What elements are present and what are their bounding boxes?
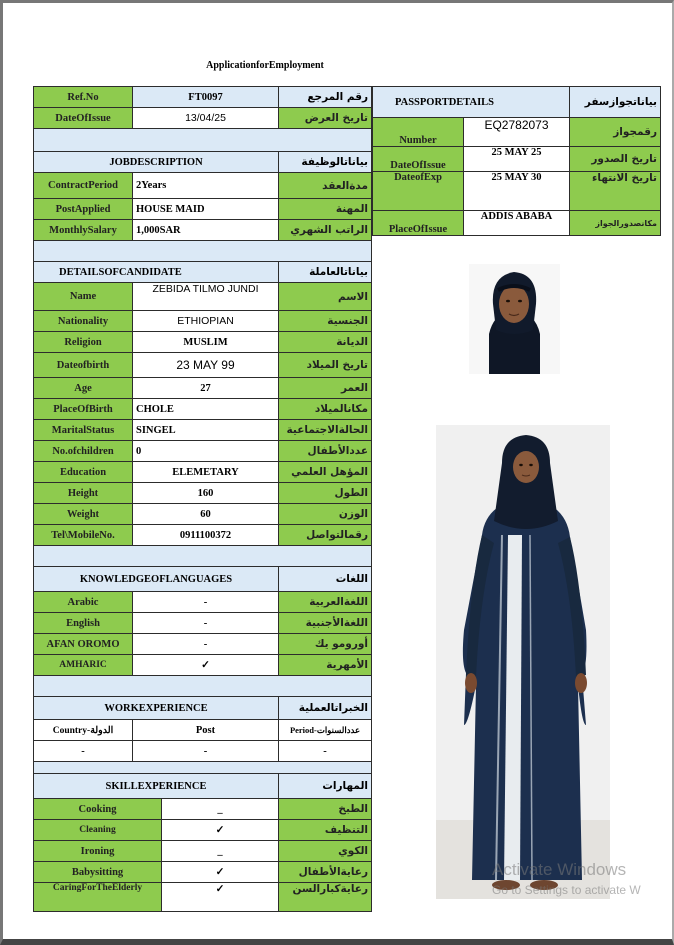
- candidate-row: [34, 420, 372, 441]
- passport-value: EQ2782073: [464, 118, 570, 147]
- date-issue-row: [34, 108, 372, 129]
- job-header-row: [34, 152, 372, 173]
- spacer-row: [34, 241, 372, 262]
- skill-label-ar: الكوي: [279, 841, 372, 862]
- skill-row: [34, 841, 372, 862]
- passport-header-row: [373, 87, 661, 118]
- candidate-label: Dateofbirth: [34, 353, 133, 378]
- skill-label: Cleaning: [34, 820, 162, 841]
- job-label-ar: المهنة: [279, 199, 372, 220]
- candidate-row: [34, 353, 372, 378]
- application-form: [33, 86, 372, 783]
- skill-row: [34, 883, 372, 912]
- passport-value: 25 MAY 25: [464, 147, 570, 172]
- skill-value: ✓: [162, 862, 279, 883]
- skill-label: CaringForTheElderly: [34, 883, 162, 912]
- candidate-header: DETAILSOFCANDIDATE: [34, 262, 279, 283]
- candidate-label: MaritalStatus: [34, 420, 133, 441]
- candidate-label-ar: رقمالتواصل: [279, 525, 372, 546]
- work-column-header: Period-عددالسنوات: [279, 720, 372, 741]
- candidate-row: [34, 378, 372, 399]
- candidate-label: Height: [34, 483, 133, 504]
- candidate-value: 60: [133, 504, 279, 525]
- skill-row: [34, 820, 372, 841]
- passport-header-ar: بياناتجوازسفر: [570, 87, 661, 118]
- skill-label-ar: رعايةكبارالسن: [279, 883, 372, 912]
- skill-label-ar: الطبخ: [279, 799, 372, 820]
- skill-row: [34, 862, 372, 883]
- candidate-value: 23 MAY 99: [133, 353, 279, 378]
- work-column-header: Post: [133, 720, 279, 741]
- candidate-header-ar: بياناتالعاملة: [279, 262, 372, 283]
- work-cell: -: [34, 741, 133, 762]
- candidate-label-ar: عددالأطفال: [279, 441, 372, 462]
- candidate-label-ar: الجنسية: [279, 311, 372, 332]
- skill-value: ✓: [162, 883, 279, 912]
- passport-row: [373, 172, 661, 211]
- candidate-label: No.ofchildren: [34, 441, 133, 462]
- activate-windows-watermark: Activate Windows: [492, 860, 627, 879]
- work-cell: -: [133, 741, 279, 762]
- job-label-ar: مدةالعقد: [279, 173, 372, 199]
- skill-row: [34, 799, 372, 820]
- candidate-row: [34, 462, 372, 483]
- passport-label: DateofExp: [373, 172, 464, 211]
- candidate-row: [34, 525, 372, 546]
- passport-header: PASSPORTDETAILS: [373, 87, 570, 118]
- candidate-label-ar: المؤهل العلمي: [279, 462, 372, 483]
- passport-label-ar: رقمجواز: [570, 118, 661, 147]
- passport-label: Number: [373, 118, 464, 147]
- candidate-label: Tel\MobileNo.: [34, 525, 133, 546]
- languages-header-row: [34, 567, 372, 592]
- job-label: ContractPeriod: [34, 173, 133, 199]
- skill-label: Cooking: [34, 799, 162, 820]
- language-value: -: [133, 592, 279, 613]
- language-value: ✓: [133, 655, 279, 676]
- candidate-label: Education: [34, 462, 133, 483]
- job-value: 2Years: [133, 173, 279, 199]
- candidate-value: 0: [133, 441, 279, 462]
- full-body-photo: [436, 425, 610, 899]
- job-row: [34, 173, 372, 199]
- portrait-figure: [469, 264, 560, 374]
- passport-label: DateOfIssue: [373, 147, 464, 172]
- job-header-ar: بياناتالوظيفة: [279, 152, 372, 173]
- candidate-label: Weight: [34, 504, 133, 525]
- language-label: Arabic: [34, 592, 133, 613]
- candidate-row: [34, 283, 372, 311]
- date-issue-value: 13/04/25: [133, 108, 279, 129]
- job-value: HOUSE MAID: [133, 199, 279, 220]
- document-title: ApplicationforEmployment: [206, 60, 324, 71]
- candidate-row: [34, 311, 372, 332]
- language-label-ar: أورومو يك: [279, 634, 372, 655]
- languages-header: KNOWLEDGEOFLANGUAGES: [34, 567, 279, 592]
- job-value: 1,000SAR: [133, 220, 279, 241]
- candidate-value: 0911100372: [133, 525, 279, 546]
- skill-value: _: [162, 799, 279, 820]
- candidate-row: [34, 399, 372, 420]
- skills-header-ar: المهارات: [279, 774, 372, 799]
- candidate-label: Religion: [34, 332, 133, 353]
- skill-label: Ironing: [34, 841, 162, 862]
- date-issue-label-ar: تاريخ العرض: [279, 108, 372, 129]
- job-label: MonthlySalary: [34, 220, 133, 241]
- candidate-row: [34, 483, 372, 504]
- skills-header: SKILLEXPERIENCE: [34, 774, 279, 799]
- language-label-ar: اللغةالعربية: [279, 592, 372, 613]
- languages-header-ar: اللغات: [279, 567, 372, 592]
- candidate-value: MUSLIM: [133, 332, 279, 353]
- language-label: AFAN OROMO: [34, 634, 133, 655]
- candidate-label: Nationality: [34, 311, 133, 332]
- language-label-ar: الأمهرية: [279, 655, 372, 676]
- job-label: PostApplied: [34, 199, 133, 220]
- passport-row: [373, 211, 661, 236]
- candidate-value: CHOLE: [133, 399, 279, 420]
- passport-label-ar: تاريخ الصدور: [570, 147, 661, 172]
- candidate-label-ar: العمر: [279, 378, 372, 399]
- candidate-row: [34, 332, 372, 353]
- ref-row: [34, 87, 372, 108]
- language-label: English: [34, 613, 133, 634]
- passport-table: [372, 86, 661, 236]
- work-header: WORKEXPERIENCE: [34, 697, 279, 720]
- date-issue-label: DateOfIssue: [34, 108, 133, 129]
- candidate-label-ar: الاسم: [279, 283, 372, 311]
- language-row: [34, 655, 372, 676]
- language-value: -: [133, 634, 279, 655]
- job-label-ar: الراتب الشهري: [279, 220, 372, 241]
- skill-label-ar: التنظيف: [279, 820, 372, 841]
- full-body-figure: [436, 425, 610, 899]
- language-row: [34, 613, 372, 634]
- candidate-value: ETHIOPIAN: [133, 311, 279, 332]
- portrait-photo: [469, 264, 560, 374]
- job-row: [34, 220, 372, 241]
- skills-table: [33, 773, 372, 912]
- candidate-value: 160: [133, 483, 279, 504]
- skills-header-row: [34, 774, 372, 799]
- candidate-header-row: [34, 262, 372, 283]
- candidate-label: Age: [34, 378, 133, 399]
- spacer-row: [34, 676, 372, 697]
- ref-label-ar: رقم المرجع: [279, 87, 372, 108]
- language-label-ar: اللغةالأجنبية: [279, 613, 372, 634]
- work-header-ar: الخبراتالعملية: [279, 697, 372, 720]
- work-header-row: [34, 697, 372, 720]
- ref-value: FT0097: [133, 87, 279, 108]
- work-row: [34, 741, 372, 762]
- work-cell: -: [279, 741, 372, 762]
- language-row: [34, 592, 372, 613]
- passport-label-ar: مكانصدورالجواز: [570, 211, 661, 236]
- skill-value: _: [162, 841, 279, 862]
- spacer-row: [34, 129, 372, 152]
- spacer-row: [34, 546, 372, 567]
- candidate-label-ar: مكانالميلاد: [279, 399, 372, 420]
- candidate-label: Name: [34, 283, 133, 311]
- job-row: [34, 199, 372, 220]
- candidate-value: SINGEL: [133, 420, 279, 441]
- language-value: -: [133, 613, 279, 634]
- passport-label-ar: تاريخ الانتهاء: [570, 172, 661, 211]
- skill-label: Babysitting: [34, 862, 162, 883]
- work-column-header: Country-الدولة: [34, 720, 133, 741]
- candidate-label-ar: الطول: [279, 483, 372, 504]
- candidate-row: [34, 441, 372, 462]
- candidate-label-ar: تاريخ الميلاد: [279, 353, 372, 378]
- skill-value: ✓: [162, 820, 279, 841]
- language-row: [34, 634, 372, 655]
- candidate-label-ar: الديانة: [279, 332, 372, 353]
- skill-label-ar: رعايةالأطفال: [279, 862, 372, 883]
- job-header: JOBDESCRIPTION: [34, 152, 279, 173]
- candidate-value: 27: [133, 378, 279, 399]
- passport-row: [373, 118, 661, 147]
- candidate-label-ar: الوزن: [279, 504, 372, 525]
- activate-windows-subtext: Go to Settings to activate W: [492, 883, 641, 897]
- passport-value: ADDIS ABABA: [464, 211, 570, 236]
- passport-label: PlaceOfIssue: [373, 211, 464, 236]
- ref-label: Ref.No: [34, 87, 133, 108]
- candidate-label-ar: الحالةالاجتماعية: [279, 420, 372, 441]
- work-columns-row: [34, 720, 372, 741]
- passport-value: 25 MAY 30: [464, 172, 570, 211]
- candidate-value: ZEBIDA TILMO JUNDI: [133, 283, 279, 311]
- passport-row: [373, 147, 661, 172]
- candidate-value: ELEMETARY: [133, 462, 279, 483]
- language-label: AMHARIC: [34, 655, 133, 676]
- candidate-row: [34, 504, 372, 525]
- candidate-label: PlaceOfBirth: [34, 399, 133, 420]
